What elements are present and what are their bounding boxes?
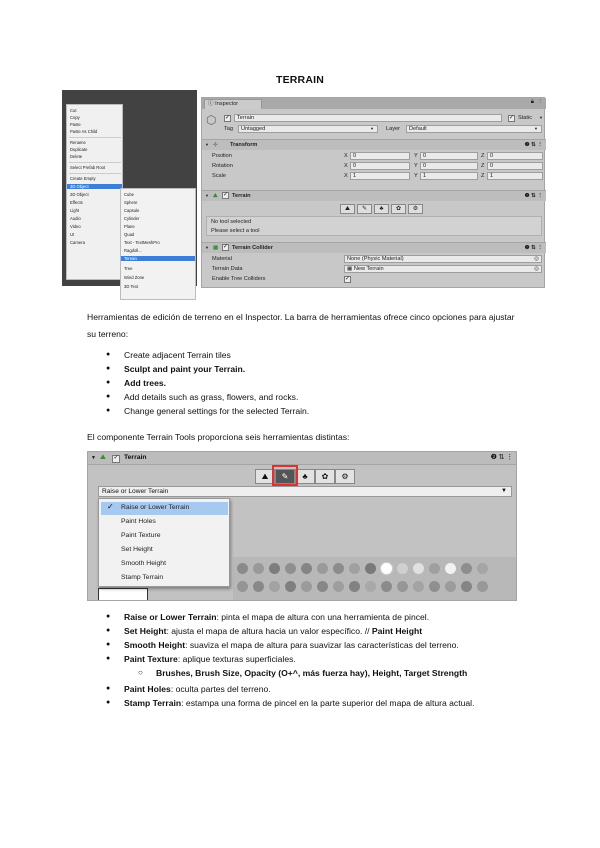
scale-label: Scale xyxy=(212,173,226,179)
list-item-term: Paint Height xyxy=(371,626,423,636)
axis-z-label: Z xyxy=(481,163,485,169)
terrain-icon: ⛰ xyxy=(100,454,106,461)
detail-tool-icon[interactable]: ✿ xyxy=(391,204,406,214)
brush-swatch[interactable] xyxy=(317,581,328,592)
lock-icon[interactable]: 🔒︎ xyxy=(530,99,534,105)
submenu-item-text[interactable]: Text - TextMeshPro xyxy=(124,240,160,245)
list-item-text: Add trees. xyxy=(124,378,167,388)
list-item-term: Raise or Lower Terrain xyxy=(124,612,217,622)
position-label: Position xyxy=(212,153,232,159)
submenu-3d-object xyxy=(120,188,196,300)
menu-item-cut[interactable]: Cut xyxy=(70,108,77,113)
submenu-item-cylinder[interactable]: Cylinder xyxy=(124,216,140,221)
menu-separator xyxy=(69,173,121,174)
foldout-icon[interactable]: ▼ xyxy=(205,245,209,250)
brush-swatch[interactable] xyxy=(477,563,488,574)
menu-item-copy[interactable]: Copy xyxy=(70,115,80,120)
brush-swatch[interactable] xyxy=(429,581,440,592)
tree-colliders-checkbox[interactable]: ✓ xyxy=(345,276,351,282)
terrain-data-icon: ▦ xyxy=(347,266,354,272)
tag-dropdown[interactable] xyxy=(238,125,378,133)
layer-dropdown[interactable] xyxy=(406,125,542,133)
terrain-icon: ⛰ xyxy=(213,193,218,199)
terrain-tools-list-cont xyxy=(100,682,512,710)
settings-tool-icon[interactable]: ⚙ xyxy=(408,204,423,214)
material-field[interactable] xyxy=(344,255,542,263)
foldout-icon[interactable]: ▼ xyxy=(91,455,96,461)
brush-swatch[interactable] xyxy=(301,581,312,592)
menu-item-create-empty[interactable]: Create Empty xyxy=(70,176,96,181)
transform-body xyxy=(202,151,546,187)
list-item-term: Paint Holes xyxy=(124,684,171,694)
terrain-data-field[interactable] xyxy=(344,265,542,273)
object-name-field[interactable]: Terrain xyxy=(234,114,502,122)
axis-y-label: Y xyxy=(414,173,418,179)
tool-dropdown-value: Raise or Lower Terrain xyxy=(102,488,169,495)
axis-x-label: X xyxy=(344,153,348,159)
brush-swatch[interactable] xyxy=(269,581,280,592)
terrain-enabled-checkbox[interactable]: ✓ xyxy=(223,192,229,198)
active-checkbox[interactable]: ✓ xyxy=(225,115,231,121)
submenu-item-cube[interactable]: Cube xyxy=(124,192,135,197)
collider-enabled-checkbox[interactable]: ✓ xyxy=(223,244,229,250)
brush-swatch[interactable] xyxy=(461,563,472,574)
chevron-down-icon: ▼ xyxy=(501,488,507,494)
tag-value: Untagged xyxy=(241,126,266,132)
menu-item-delete[interactable]: Delete xyxy=(70,154,83,159)
list-item-text: : suaviza el mapa de altura para suavizar las características del terreno. xyxy=(185,640,459,650)
create-neighbor-tool-icon[interactable]: ⛰ xyxy=(340,204,355,214)
texture-options-list xyxy=(128,666,528,680)
terrain-collider-header[interactable] xyxy=(202,242,546,253)
list-item-text: : oculta partes del terreno. xyxy=(170,684,271,694)
gameobject-icon: ⬡ xyxy=(206,113,217,127)
menu-item-light[interactable]: Light xyxy=(70,208,80,213)
terrain-help-box xyxy=(206,216,542,236)
menu-item-paste[interactable]: Paste xyxy=(70,122,81,127)
brush-swatch[interactable] xyxy=(397,581,408,592)
static-checkbox[interactable]: ✓ xyxy=(509,115,515,121)
menu-separator xyxy=(69,137,121,138)
tree-tool-icon[interactable]: ♣ xyxy=(295,469,315,484)
menu-item-paint-texture[interactable]: Paint Texture xyxy=(121,532,161,539)
brush-swatch[interactable] xyxy=(397,563,408,574)
brush-swatch[interactable] xyxy=(237,563,248,574)
scale-z-field[interactable]: 1 xyxy=(487,172,543,180)
list-item-text: Sculpt and paint your Terrain. xyxy=(124,364,246,374)
scale-x-field[interactable]: 1 xyxy=(350,172,410,180)
brush-swatch[interactable] xyxy=(349,581,360,592)
chevron-down-icon: ▼ xyxy=(370,126,374,131)
layer-value: Default xyxy=(409,126,427,132)
brush-palette xyxy=(233,557,517,601)
menu-item-effects[interactable]: Effects xyxy=(70,200,83,205)
scale-y-field[interactable]: 1 xyxy=(420,172,478,180)
check-icon: ✓ xyxy=(107,502,114,511)
highlight-box xyxy=(272,465,298,486)
foldout-icon[interactable]: ▼ xyxy=(205,193,209,198)
brush-swatch[interactable] xyxy=(365,581,376,592)
axis-z-label: Z xyxy=(481,153,485,159)
kebab-menu-icon[interactable]: ⋮ xyxy=(537,99,543,105)
menu-item-select-prefab-root[interactable]: Select Prefab Root xyxy=(70,165,106,170)
detail-tool-icon[interactable]: ✿ xyxy=(315,469,335,484)
brush-swatch[interactable] xyxy=(445,563,456,574)
list-item-text: : estampa una forma de pincel en la parte superior del mapa de altura actual. xyxy=(181,698,475,708)
list-item xyxy=(100,682,512,696)
tree-tool-icon[interactable]: ♣ xyxy=(374,204,389,214)
list-item-text: : aplique texturas superficiales. xyxy=(177,654,296,664)
terrain-collider-body xyxy=(202,254,546,288)
menu-item-paint-holes[interactable]: Paint Holes xyxy=(121,518,156,525)
list-item xyxy=(100,696,512,710)
transform-title: Transform xyxy=(230,142,258,148)
menu-item-3d-object[interactable]: 3D Object xyxy=(67,184,122,189)
terrain-msg-2: Please select a tool xyxy=(211,228,260,234)
object-picker-icon[interactable]: ◎ xyxy=(534,266,539,272)
brush-swatch[interactable] xyxy=(333,563,344,574)
menu-item-paste-as-child[interactable]: Paste As Child xyxy=(70,129,98,134)
menu-item-rename[interactable]: Rename xyxy=(70,140,86,145)
object-picker-icon[interactable]: ◎ xyxy=(534,256,539,262)
inspector-tab[interactable]: ⓘ Inspector xyxy=(204,99,262,109)
brush-swatch[interactable] xyxy=(413,563,424,574)
page-title: TERRAIN xyxy=(275,74,325,86)
terrain-data-value: New Terrain xyxy=(353,266,384,272)
settings-tool-icon[interactable]: ⚙ xyxy=(335,469,355,484)
axis-y-label: Y xyxy=(414,153,418,159)
position-z-field[interactable]: 0 xyxy=(487,152,543,160)
terrain-header[interactable] xyxy=(202,190,546,201)
intro-paragraph: Herramientas de edición de terreno en el Inspector. La barra de herramientas ofrece cinco opciones para ajustar su terreno: xyxy=(87,312,515,339)
terrain-title: Terrain xyxy=(124,454,147,461)
rotation-x-field[interactable]: 0 xyxy=(350,162,410,170)
submenu-item-plane[interactable]: Plane xyxy=(124,224,135,229)
terrain-collider-title: Terrain Collider xyxy=(232,245,273,251)
list-item-text: Brushes, Brush Size, Opacity (O+^, más fuerza hay), Height, Target Strength xyxy=(156,668,468,678)
brush-swatch[interactable] xyxy=(365,563,376,574)
position-x-field[interactable]: 0 xyxy=(350,152,410,160)
menu-item-camera[interactable]: Camera xyxy=(70,240,85,245)
axis-x-label: X xyxy=(344,173,348,179)
terrain-msg-1: No tool selected xyxy=(211,219,252,225)
list-item-term: Set Height xyxy=(124,626,167,636)
brush-swatch[interactable] xyxy=(285,581,296,592)
menu-item-duplicate[interactable]: Duplicate xyxy=(70,147,88,152)
material-value: None (Physic Material) xyxy=(347,256,404,262)
list-item: ● Add details such as grass, flowers, and rocks. xyxy=(100,390,520,404)
transform-icon: ⊹ xyxy=(213,142,218,148)
terrain-enabled-checkbox[interactable]: ✓ xyxy=(113,455,119,461)
list-item xyxy=(100,624,520,638)
component-menu-icons[interactable]: ❷ ⇅ ⋮ xyxy=(524,142,543,148)
list-item xyxy=(100,376,520,390)
tools-intro-paragraph: El componente Terrain Tools proporciona seis herramientas distintas: xyxy=(87,432,350,442)
brush-swatch[interactable] xyxy=(285,563,296,574)
brush-swatch[interactable] xyxy=(317,563,328,574)
submenu-item-quad[interactable]: Quad xyxy=(124,232,135,237)
brush-swatch[interactable] xyxy=(429,563,440,574)
axis-x-label: X xyxy=(344,163,348,169)
toolbar-options-list xyxy=(100,348,520,418)
menu-item-raise-lower[interactable]: Raise or Lower Terrain xyxy=(121,504,190,511)
menu-item-stamp-terrain[interactable]: Stamp Terrain xyxy=(121,574,164,581)
layer-label: Layer xyxy=(386,126,400,132)
rotation-label: Rotation xyxy=(212,163,233,169)
list-item xyxy=(128,666,528,680)
brush-swatch[interactable] xyxy=(445,581,456,592)
component-menu-icons[interactable]: ❷ ⇅ ⋮ xyxy=(490,454,513,461)
create-neighbor-tool-icon[interactable]: ⛰ xyxy=(255,469,275,484)
tool-dropdown[interactable] xyxy=(98,486,512,497)
list-item-term: Paint Texture xyxy=(124,654,178,664)
foldout-icon[interactable]: ▼ xyxy=(205,142,209,147)
position-y-field[interactable]: 0 xyxy=(420,152,478,160)
brush-swatch[interactable] xyxy=(461,581,472,592)
menu-item-smooth-height[interactable]: Smooth Height xyxy=(121,560,166,567)
list-item xyxy=(100,652,520,666)
terrain-body xyxy=(202,202,546,238)
inspector-tab-label: Inspector xyxy=(215,101,239,107)
list-item xyxy=(100,610,520,624)
terrain-tools-list xyxy=(100,610,520,666)
brush-swatch[interactable] xyxy=(301,563,312,574)
tool-dropdown-menu xyxy=(98,498,230,587)
tag-label: Tag xyxy=(224,126,234,132)
rotation-y-field[interactable]: 0 xyxy=(420,162,478,170)
submenu-item-tree[interactable]: Tree xyxy=(124,266,133,271)
brush-swatch[interactable] xyxy=(349,563,360,574)
brush-swatch[interactable] xyxy=(333,581,344,592)
submenu-item-ragdoll[interactable]: Ragdoll... xyxy=(124,248,142,253)
list-item xyxy=(100,638,520,652)
brush-swatch[interactable] xyxy=(253,581,264,592)
list-item-text: : pinta el mapa de altura con una herramienta de pincel. xyxy=(216,612,430,622)
paint-tool-icon[interactable]: ✎ xyxy=(357,204,372,214)
submenu-item-terrain[interactable]: Terrain xyxy=(121,256,195,261)
component-menu-icons[interactable]: ❷ ⇅ ⋮ xyxy=(524,245,543,251)
brush-swatch[interactable] xyxy=(413,581,424,592)
submenu-item-sphere[interactable]: Sphere xyxy=(124,200,138,205)
brush-swatch[interactable] xyxy=(237,581,248,592)
static-label: Static xyxy=(518,115,532,121)
material-label: Material xyxy=(212,256,232,262)
menu-item-ui[interactable]: UI xyxy=(70,232,75,237)
paint-tool-icon[interactable]: ✎ xyxy=(275,469,295,484)
transform-header[interactable] xyxy=(202,139,546,150)
object-header xyxy=(202,110,546,138)
terrain-tools-screenshot xyxy=(87,451,517,601)
collider-icon: ▣ xyxy=(213,245,219,251)
submenu-item-wind-zone[interactable]: Wind Zone xyxy=(124,275,145,280)
terrain-data-label: Terrain Data xyxy=(212,266,243,272)
menu-item-audio[interactable]: Audio xyxy=(70,216,81,221)
brush-preview xyxy=(98,588,148,601)
axis-y-label: Y xyxy=(414,163,418,169)
menu-separator xyxy=(69,162,121,163)
rotation-z-field[interactable]: 0 xyxy=(487,162,543,170)
component-menu-icons[interactable]: ❷ ⇅ ⋮ xyxy=(524,193,543,199)
brush-swatch[interactable] xyxy=(477,581,488,592)
submenu-item-capsule[interactable]: Capsule xyxy=(124,208,140,213)
brush-swatch[interactable] xyxy=(253,563,264,574)
tree-colliders-label: Enable Tree Colliders xyxy=(212,276,266,282)
terrain-title: Terrain xyxy=(232,193,251,199)
list-item: ● Create adjacent Terrain tiles xyxy=(100,348,520,362)
brush-swatch[interactable] xyxy=(269,563,280,574)
list-item-text: : ajusta el mapa de altura hacia un valor específico. // xyxy=(166,626,372,636)
chevron-down-icon: ▼ xyxy=(534,126,538,131)
menu-item-video[interactable]: Video xyxy=(70,224,81,229)
list-item-term: Smooth Height xyxy=(124,640,186,650)
list-item: ● Change general settings for the selected Terrain. xyxy=(100,404,520,418)
menu-item-2d-object[interactable]: 2D Object xyxy=(70,192,89,197)
context-menu xyxy=(66,104,123,280)
brush-swatch[interactable] xyxy=(381,563,392,574)
inspector-tabbar xyxy=(202,98,546,109)
static-dropdown-icon[interactable]: ▼ xyxy=(539,115,543,120)
menu-item-set-height[interactable]: Set Height xyxy=(121,546,153,553)
submenu-item-3d-text[interactable]: 3D Text xyxy=(124,284,139,289)
list-item xyxy=(100,362,520,376)
terrain-header[interactable] xyxy=(88,452,517,465)
axis-z-label: Z xyxy=(481,173,485,179)
brush-swatch[interactable] xyxy=(381,581,392,592)
inspector-screenshot xyxy=(201,97,545,288)
list-item-term: Stamp Terrain xyxy=(124,698,182,708)
